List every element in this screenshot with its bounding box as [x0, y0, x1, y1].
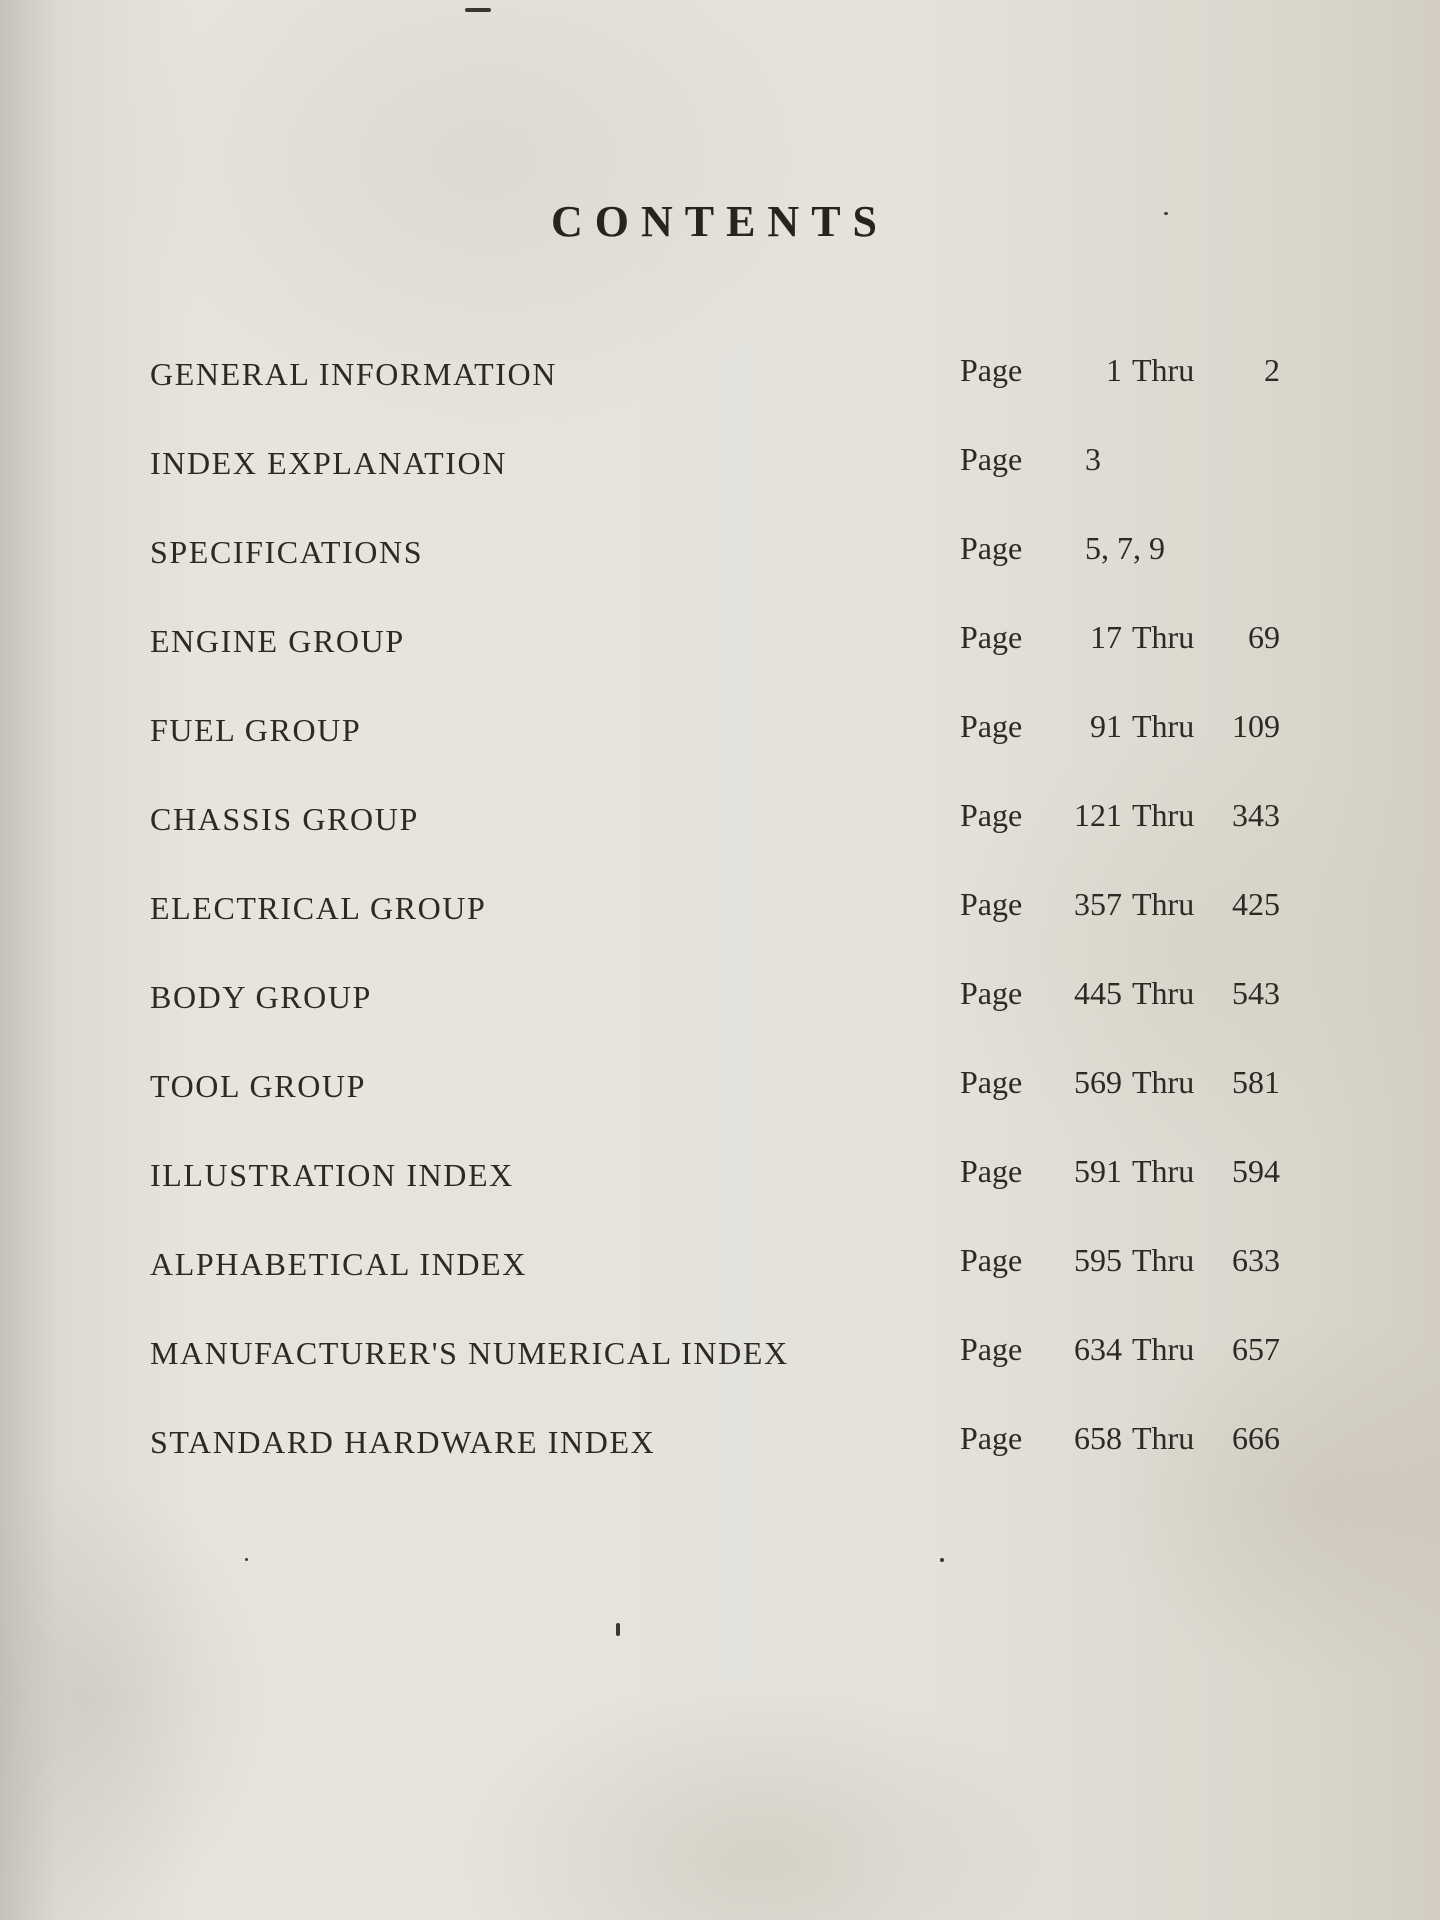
- page-to: 543: [1232, 975, 1280, 1011]
- page-from: 3: [1085, 441, 1101, 477]
- thru-word: Thru: [1132, 886, 1195, 922]
- thru-word: Thru: [1132, 975, 1195, 1011]
- thru-word: Thru: [1132, 619, 1195, 655]
- page-word: Page: [960, 352, 1023, 388]
- toc-page-reference: [960, 352, 1280, 392]
- toc-entry-label: STANDARD HARDWARE INDEX: [150, 1424, 656, 1460]
- page-word: Page: [960, 975, 1023, 1011]
- toc-page-reference: [960, 619, 1280, 659]
- toc-entry-label: CHASSIS GROUP: [150, 801, 419, 837]
- table-of-contents: [150, 346, 1280, 1503]
- toc-row: [150, 346, 1280, 435]
- toc-entry-label: MANUFACTURER'S NUMERICAL INDEX: [150, 1335, 789, 1371]
- page-to: 581: [1232, 1064, 1280, 1100]
- page-from: 591: [1074, 1153, 1122, 1189]
- thru-word: Thru: [1132, 1153, 1195, 1189]
- thru-word: Thru: [1132, 1420, 1195, 1456]
- page-from: 634: [1074, 1331, 1122, 1367]
- toc-row: [150, 524, 1280, 613]
- toc-entry-label: GENERAL INFORMATION: [150, 356, 557, 392]
- page-to: 343: [1232, 797, 1280, 833]
- toc-page-reference: [960, 1064, 1280, 1104]
- page-from: 569: [1074, 1064, 1122, 1100]
- page-to: 2: [1264, 352, 1280, 388]
- page-word: Page: [960, 441, 1023, 477]
- page-from: 595: [1074, 1242, 1122, 1278]
- toc-entry-label: ELECTRICAL GROUP: [150, 890, 487, 926]
- toc-page-reference: [960, 1331, 1280, 1371]
- toc-row: [150, 1414, 1280, 1503]
- toc-page-reference: [960, 797, 1280, 837]
- toc-row: [150, 1236, 1280, 1325]
- page-from: 1: [1106, 352, 1122, 388]
- toc-page-reference: [960, 441, 1280, 481]
- ink-speck: [1164, 212, 1168, 215]
- page-from: 91: [1090, 708, 1122, 744]
- ink-speck: [465, 8, 491, 12]
- page-word: Page: [960, 1420, 1023, 1456]
- page-title: CONTENTS: [550, 197, 890, 246]
- ink-speck: [940, 1558, 944, 1562]
- toc-row: [150, 702, 1280, 791]
- page-from: 121: [1074, 797, 1122, 833]
- toc-entry-label: SPECIFICATIONS: [150, 534, 424, 570]
- toc-entry-label: FUEL GROUP: [150, 712, 362, 748]
- page-word: Page: [960, 886, 1023, 922]
- toc-page-reference: [960, 708, 1280, 748]
- toc-entry-label: ILLUSTRATION INDEX: [150, 1157, 514, 1193]
- page-word: Page: [960, 530, 1023, 566]
- toc-page-reference: [960, 530, 1280, 570]
- toc-row: [150, 1325, 1280, 1414]
- toc-row: [150, 791, 1280, 880]
- page-to: 109: [1232, 708, 1280, 744]
- page-to: 666: [1232, 1420, 1280, 1456]
- thru-word: Thru: [1132, 1331, 1195, 1367]
- thru-word: Thru: [1132, 352, 1195, 388]
- toc-entry-label: ENGINE GROUP: [150, 623, 405, 659]
- toc-row: [150, 435, 1280, 524]
- toc-page-reference: [960, 1153, 1280, 1193]
- toc-entry-label: BODY GROUP: [150, 979, 372, 1015]
- page-to: 657: [1232, 1331, 1280, 1367]
- toc-page-reference: [960, 975, 1280, 1015]
- page-word: Page: [960, 1242, 1023, 1278]
- thru-word: Thru: [1132, 1064, 1195, 1100]
- thru-word: Thru: [1132, 1242, 1195, 1278]
- thru-word: Thru: [1132, 708, 1195, 744]
- toc-page-reference: [960, 1420, 1280, 1460]
- page-word: Page: [960, 619, 1023, 655]
- page-word: Page: [960, 1153, 1023, 1189]
- toc-entry-label: ALPHABETICAL INDEX: [150, 1246, 527, 1282]
- toc-row: [150, 1147, 1280, 1236]
- page-from: 658: [1074, 1420, 1122, 1456]
- toc-page-reference: [960, 1242, 1280, 1282]
- thru-word: Thru: [1132, 797, 1195, 833]
- page-to: 69: [1248, 619, 1280, 655]
- page-to: 425: [1232, 886, 1280, 922]
- page-to: 594: [1232, 1153, 1280, 1189]
- page-word: Page: [960, 1064, 1023, 1100]
- toc-row: [150, 969, 1280, 1058]
- page-from: 17: [1090, 619, 1122, 655]
- toc-row: [150, 880, 1280, 969]
- page-word: Page: [960, 708, 1023, 744]
- page-to: 633: [1232, 1242, 1280, 1278]
- page-from: 445: [1074, 975, 1122, 1011]
- ink-speck: [245, 1558, 248, 1561]
- toc-entry-label: INDEX EXPLANATION: [150, 445, 507, 481]
- toc-row: [150, 613, 1280, 702]
- toc-page-reference: [960, 886, 1280, 926]
- ink-speck: [616, 1623, 620, 1636]
- page-word: Page: [960, 1331, 1023, 1367]
- toc-row: [150, 1058, 1280, 1147]
- page-word: Page: [960, 797, 1023, 833]
- page-from: 5, 7, 9: [1085, 530, 1165, 566]
- toc-entry-label: TOOL GROUP: [150, 1068, 367, 1104]
- page-from: 357: [1074, 886, 1122, 922]
